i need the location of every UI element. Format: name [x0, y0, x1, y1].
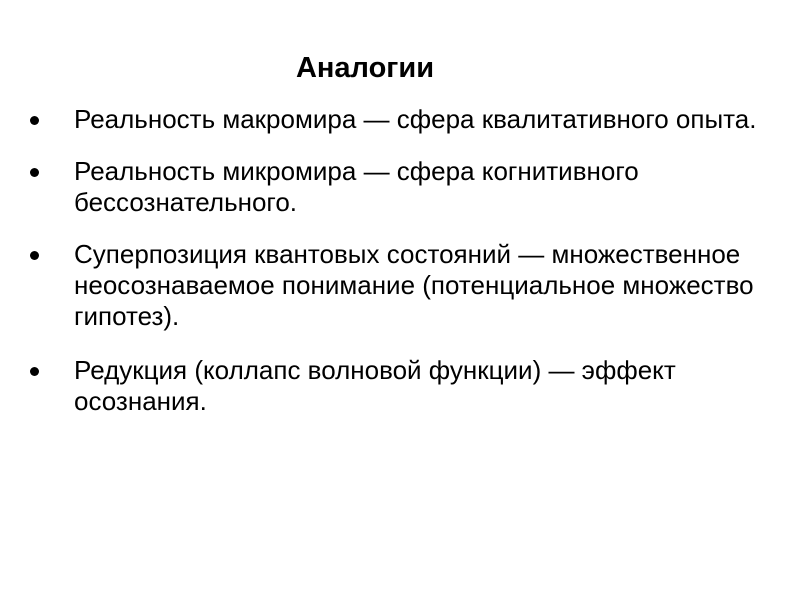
bullet-text: Реальность микромира — сфера когнитивного бессознательного.: [74, 156, 639, 217]
bullet-text: Суперпозиция квантовых состояний — множественное неосознаваемое понимание (потенциальное множество гипотез).: [74, 239, 754, 331]
bullet-text: Реальность макромира — сфера квалитативного опыта.: [74, 104, 757, 134]
bullet-dot-icon: [30, 367, 39, 376]
bullet-item: [30, 239, 770, 332]
bullet-dot-icon: [30, 168, 39, 177]
bullet-item: [30, 156, 770, 218]
bullet-dot-icon: [30, 251, 39, 260]
bullet-item: [30, 355, 770, 417]
bullet-item: [30, 104, 770, 135]
bullet-list: [30, 104, 770, 438]
slide-title: Аналогии: [295, 52, 435, 84]
bullet-dot-icon: [30, 116, 39, 125]
bullet-text: Редукция (коллапс волновой функции) — эффект осознания.: [74, 355, 676, 416]
